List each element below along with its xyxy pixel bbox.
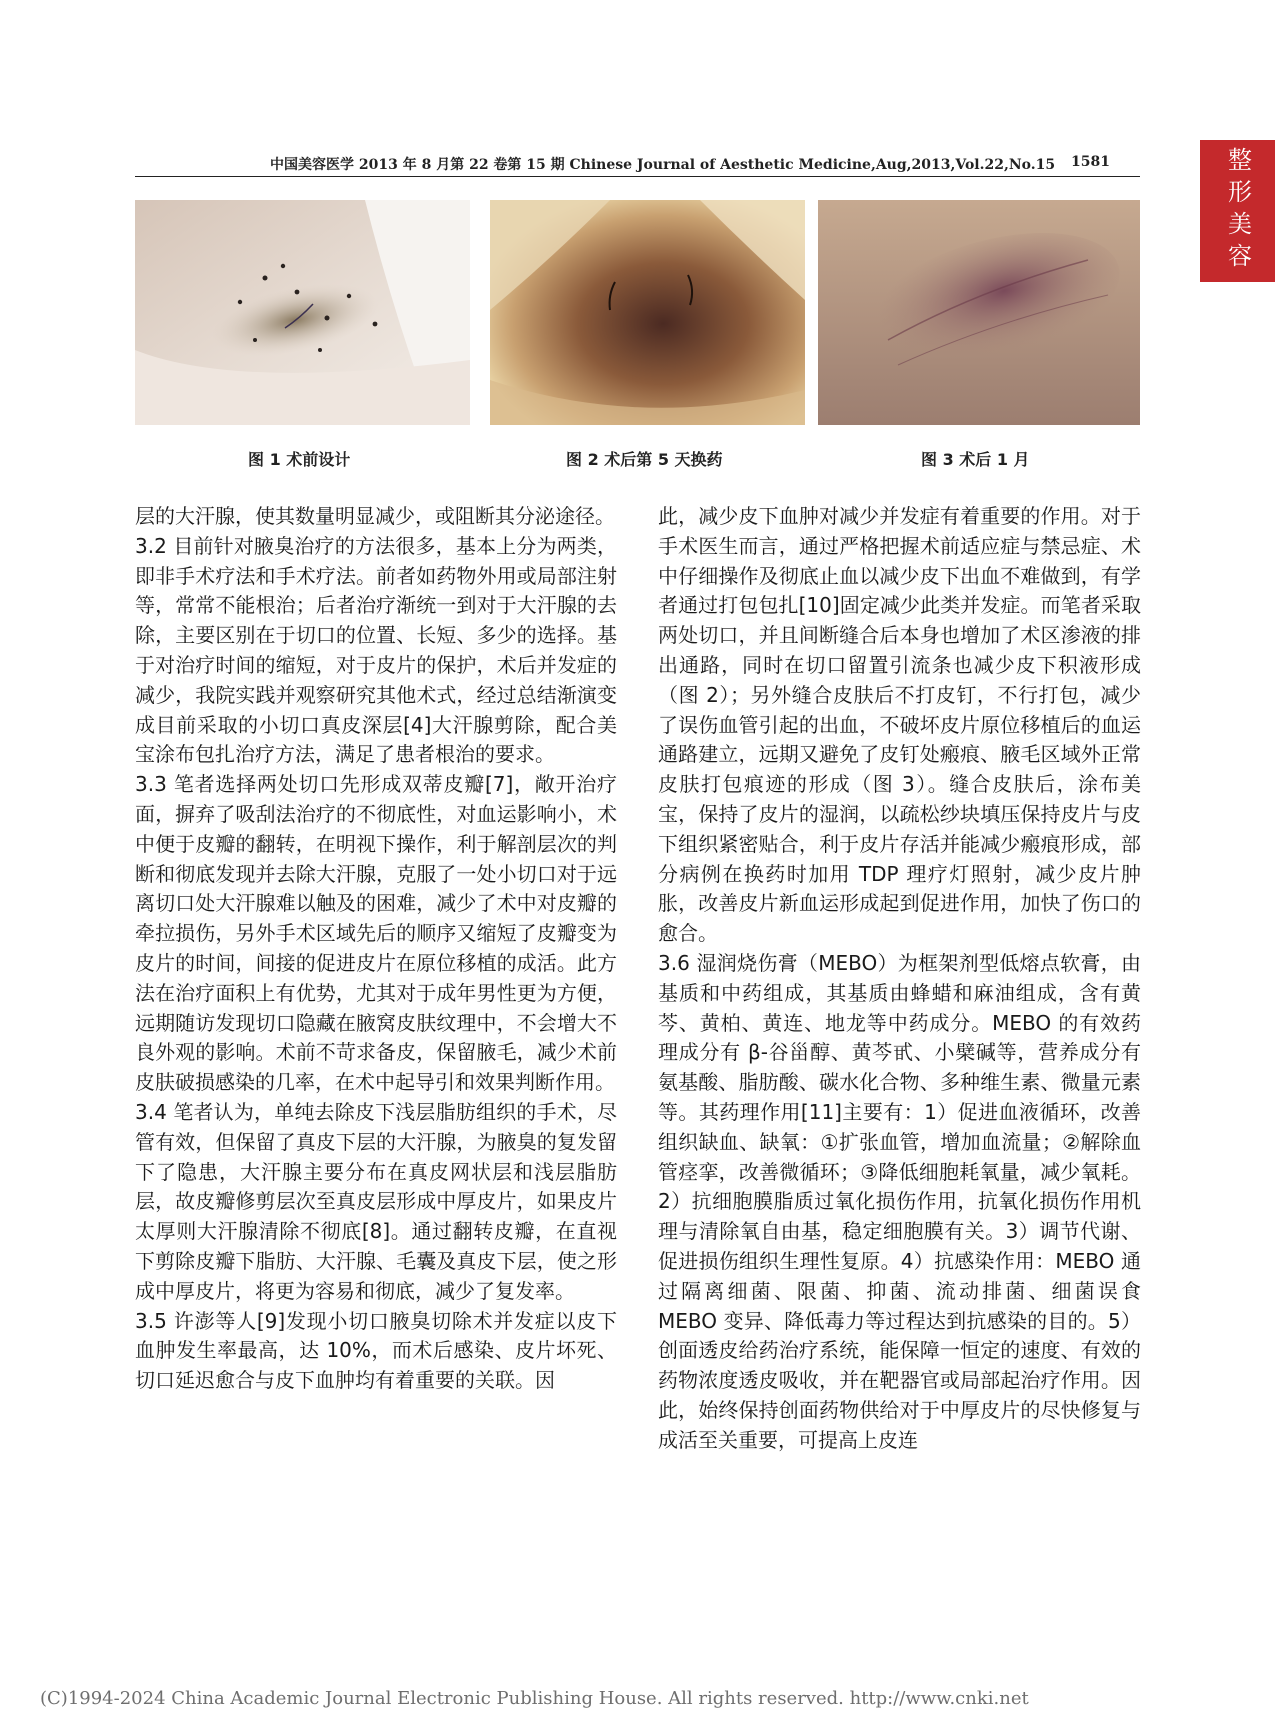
copyright-footer: (C)1994-2024 China Academic Journal Electronic Publishing House. All rights reserved. http://www.cnki.net (40, 1688, 1029, 1709)
journal-citation: 中国美容医学 2013 年 8 月第 22 卷第 15 期 Chinese Journal of Aesthetic Medicine,Aug,2013,Vol.22,No.15 (270, 157, 1056, 173)
running-header (135, 154, 1140, 177)
figure-3-caption: 图 3 术后 1 月 (921, 450, 1030, 469)
figure-2-photo (490, 200, 805, 425)
right-column (658, 502, 1141, 1456)
paragraph: 此，减少皮下血肿对减少并发症有着重要的作用。对于手术医生而言，通过严格把握术前适应症与禁忌症、术中仔细操作及彻底止血以减少皮下出血不难做到，有学者通过打包包扎[10]固定减少此类并发症。而笔者采取两处切口，并且间断缝合后本身也增加了术区渗液的排出通路，同时在切口留置引流条也减少皮下积液形成（图 2）；另外缝合皮肤后不打皮钉，不行打包，减少了误伤血管引起的出血，不破坏皮片原位移植后的血运通路建立，远期又避免了皮钉处瘢痕、腋毛区域外正常皮肤打包痕迹的形成（图 3）。缝合皮肤后，涂布美宝，保持了皮片的湿润，以疏松纱块填压保持皮片与皮下组织紧密贴合，利于皮片存活并能减少瘢痕形成，部分病例在换药时加用 TDP 理疗灯照射，减少皮片肿胀，改善皮片新血运形成起到促进作用，加快了伤口的愈合。 (658, 504, 1141, 946)
figure-1-photo (135, 200, 470, 425)
paragraph: 3.5 许澎等人[9]发现小切口腋臭切除术并发症以皮下血肿发生率最高，达 10%，而术后感染、皮片坏死、切口延迟愈合与皮下血肿均有着重要的关联。因 (135, 1308, 617, 1393)
left-column (135, 502, 617, 1396)
paragraph: 3.3 笔者选择两处切口先形成双蒂皮瓣[7]，敞开治疗面，摒弃了吸刮法治疗的不彻底性，对血运影响小，术中便于皮瓣的翻转，在明视下操作，利于解剖层次的判断和彻底发现并去除大汗腺，克服了一处小切口对于远离切口处大汗腺难以触及的困难，减少了术中对皮瓣的牵拉损伤，另外手术区域先后的顺序又缩短了皮瓣变为皮片的时间，间接的促进皮片在原位移植的成活。此方法在治疗面积上有优势，尤其对于成年男性更为方便，远期随访发现切口隐藏在腋窝皮肤纹理中，不会增大不良外观的影响。术前不苛求备皮，保留腋毛，减少术前皮肤破损感染的几率，在术中起导引和效果判断作用。 (135, 772, 617, 1095)
figure-1-caption: 图 1 术前设计 (248, 450, 351, 469)
figure-2-caption: 图 2 术后第 5 天换药 (566, 450, 723, 469)
paragraph: 3.6 湿润烧伤膏（MEBO）为框架剂型低熔点软膏，由基质和中药组成，其基质由蜂蜡和麻油组成，含有黄芩、黄柏、黄连、地龙等中药成分。MEBO 的有效药理成分有 β-谷甾醇、黄芩甙、小檗碱等，营养成分有氨基酸、脂肪酸、碳水化合物、多种维生素、微量元素等。其药理作用[11]主要有：1）促进血液循环，改善组织缺血、缺氧：①扩张血管，增加血流量；②解除血管痉挛，改善微循环；③降低细胞耗氧量，减少氧耗。2）抗细胞膜脂质过氧化损伤作用，抗氧化损伤作用机理与清除氧自由基，稳定细胞膜有关。3）调节代谢、促进损伤组织生理性复原。4）抗感染作用：MEBO 通过隔离细菌、限菌、抑菌、流动排菌、细菌误食 MEBO 变异、降低毒力等过程达到抗感染的目的。5）创面透皮给药治疗系统，能保障一恒定的速度、有效的药物浓度透皮吸收，并在靶器官或局部起治疗作用。因此，始终保持创面药物供给对于中厚皮片的尽快修复与成活至关重要，可提高上皮连 (658, 950, 1141, 1452)
paragraph: 3.2 目前针对腋臭治疗的方法很多，基本上分为两类，即非手术疗法和手术疗法。前者如药物外用或局部注射等，常常不能根治；后者治疗渐统一到对于大汗腺的去除，主要区别在于切口的位置、长短、多少的选择。基于对治疗时间的缩短，对于皮片的保护，术后并发症的减少，我院实践并观察研究其他术式，经过总结渐演变成目前采取的小切口真皮深层[4]大汗腺剪除，配合美宝涂布包扎治疗方法，满足了患者根治的要求。 (135, 533, 617, 767)
section-side-tab-label: 整形美容 (1223, 147, 1252, 275)
page-number: 1581 (1071, 154, 1110, 170)
paragraph: 3.4 笔者认为，单纯去除皮下浅层脂肪组织的手术，尽管有效，但保留了真皮下层的大汗腺，为腋臭的复发留下了隐患，大汗腺主要分布在真皮网状层和浅层脂肪层，故皮瓣修剪层次至真皮层形成中厚皮片，如果皮片太厚则大汗腺清除不彻底[8]。通过翻转皮瓣，在直视下剪除皮瓣下脂肪、大汗腺、毛囊及真皮下层，使之形成中厚皮片，将更为容易和彻底，减少了复发率。 (135, 1099, 617, 1303)
section-side-tab (1200, 140, 1275, 282)
paragraph: 层的大汗腺，使其数量明显减少，或阻断其分泌途径。 (135, 504, 615, 528)
figure-3-photo (818, 200, 1140, 425)
